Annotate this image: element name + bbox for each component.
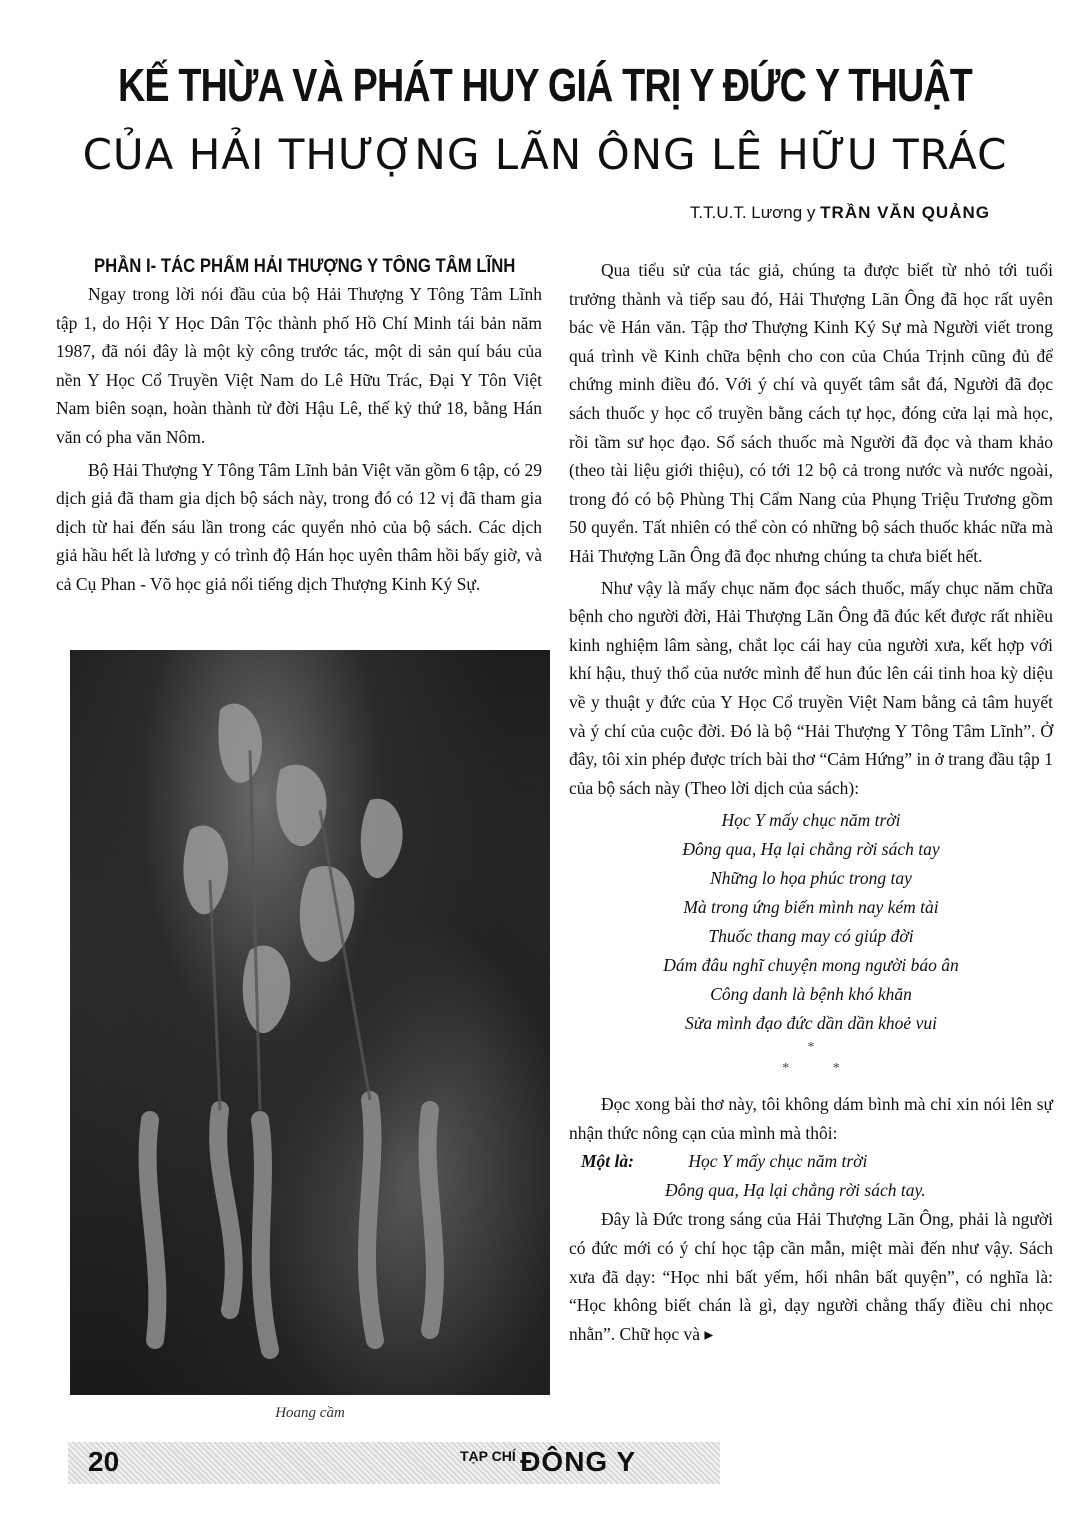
author-name: TRẦN VĂN QUẢNG [820,203,990,222]
after-poem-paragraph: Đọc xong bài thơ này, tôi không dám bình mà chỉ xin nói lên sự nhận thức nông cạn của mình mà thôi: [569,1094,1053,1143]
section-heading: PHẦN I- TÁC PHẨM HẢI THƯỢNG Y TÔNG TÂM LĨNH [94,256,516,277]
poem [569,806,1053,1038]
right-paragraph-2: Như vậy là mấy chục năm đọc sách thuốc, mấy chục năm chữa bệnh cho người đời, Hải Thượng Lãn Ông đã đúc kết được rất nhiều kinh nghiệm lâm sàng, chắt lọc cái hay của người xưa, kết hợp với khí hậu, thuỷ thổ của nước mình để hun đúc lên cái tinh hoa kỳ diệu về y thuật y đức của Y Học Cổ truyền Việt Nam bằng cả tâm huyết và ý chí của cuộc đời. Đó là bộ “Hải Thượng Y Tông Tâm Lĩnh”. Ở đây, tôi xin phép được trích bài thơ “Cảm Hứng” in ở trang đầu tập 1 của bộ sách này (Theo lời dịch của sách): [569,577,1053,798]
mot-la-verse-2: Đông qua, Hạ lại chẳng rời sách tay. [665,1180,926,1201]
separator-stars: * * [782,1061,840,1077]
mot-la-label: Một là: [581,1151,634,1172]
magazine-name-big: ĐÔNG Y [520,1446,637,1477]
closing-paragraph: Đây là Đức trong sáng của Hải Thượng Lãn Ông, phải là người có đức mới có ý chí học tập cần mẫn, miệt mài đến như vậy. Sách xưa đã dạy: “Học nhi bất yếm, hối nhân bất quyện”, có nghĩa là: “Học không biết chán là gì, dạy người chẳng thấy điều chi nhọc nhằn”. Chữ học và ▸ [569,1209,1053,1344]
magazine-name-small: TẠP CHÍ [460,1448,516,1464]
page-number: 20 [88,1446,120,1477]
right-paragraph-1: Qua tiểu sử của tác giả, chúng ta được biết từ nhỏ tới tuổi trưởng thành và tiếp sau đó, Hải Thượng Lãn Ông đã học rất uyên bác về Hán văn. Tập thơ Thượng Kinh Ký Sự mà Người viết trong quá trình về Kinh chữa bệnh cho con của Chúa Trịnh cũng đủ để chứng minh điều đó. Với ý chí và quyết tâm sắt đá, Người đã đọc sách thuốc y học cổ truyền bằng cách tự học, đóng cửa lại mà học, rồi tầm sư học đạo. Số sách thuốc mà Người đã đọc và tham khảo (theo tài liệu giới thiệu), có tới 12 bộ cả trong nước và nước ngoài, trong đó có bộ Phùng Thị Cẩm Nang của Phụng Triệu Trương gồm 50 quyển. Tất nhiên có thể còn có những bộ sách thuốc khác nữa mà Hải Thượng Lãn Ông đã đọc nhưng chúng ta chưa biết hết. [569,260,1053,566]
mot-la-line [569,1147,1053,1176]
poem-line: Đông qua, Hạ lại chẳng rời sách tay [682,839,940,860]
article-title: KẾ THỪA VÀ PHÁT HUY GIÁ TRỊ Y ĐỨC Y THUẬT [117,59,973,111]
poem-line: Sửa mình đạo đức dần dần khoẻ vui [685,1013,937,1034]
mot-la-verse-1: Học Y mấy chục năm trời [688,1151,868,1172]
magazine-name [460,1446,636,1478]
left-paragraph-2: Bộ Hải Thượng Y Tông Tâm Lĩnh bản Việt văn gồm 6 tập, có 29 dịch giả đã tham gia dịch bộ sách này, trong đó có 12 vị đã tham gia dịch từ hai đến sáu lần trong các quyển nhỏ của bộ sách. Các dịch giả hầu hết là lương y có trình độ Hán học uyên thâm hồi bấy giờ, và cả Cụ Phan - Võ học giả nổi tiếng dịch Thượng Kinh Ký Sự. [56,459,543,594]
poem-line: Thuốc thang may có giúp đời [708,926,914,947]
herb-illustration [70,650,550,1395]
poem-line: Dám đâu nghĩ chuyện mong người báo ân [663,955,959,976]
right-column [569,256,1053,1348]
herb-photo [70,650,550,1395]
poem-line: Mà trong ứng biến mình nay kém tài [683,897,939,918]
left-paragraph-1: Ngay trong lời nói đầu của bộ Hải Thượng Y Tông Tâm Lĩnh tập 1, do Hội Y Học Dân Tộc thành phố Hồ Chí Minh tái bản năm 1987, đã nói đây là một kỳ công trước tác, một di sản quí báu của nền Y Học Cổ Truyền Việt Nam do Lê Hữu Trác, Đại Y Tôn Việt Nam biên soạn, hoàn thành từ đời Hậu Lê, thế kỷ thứ 18, bằng Hán văn có pha văn Nôm. [56,284,542,447]
poem-line: Học Y mấy chục năm trời [721,810,901,831]
byline [690,203,990,223]
article-subtitle: CỦA HẢI THƯỢNG LÃN ÔNG LÊ HỮU TRÁC [82,130,1008,179]
separator-star: * [807,1040,815,1056]
photo-caption: Hoang cầm [275,1405,345,1421]
poem-line: Những lo họa phúc trong tay [710,868,912,889]
left-column [56,256,542,599]
poem-line: Công danh là bệnh khó khăn [710,984,912,1005]
byline-prefix: T.T.U.T. Lương y [689,203,816,222]
